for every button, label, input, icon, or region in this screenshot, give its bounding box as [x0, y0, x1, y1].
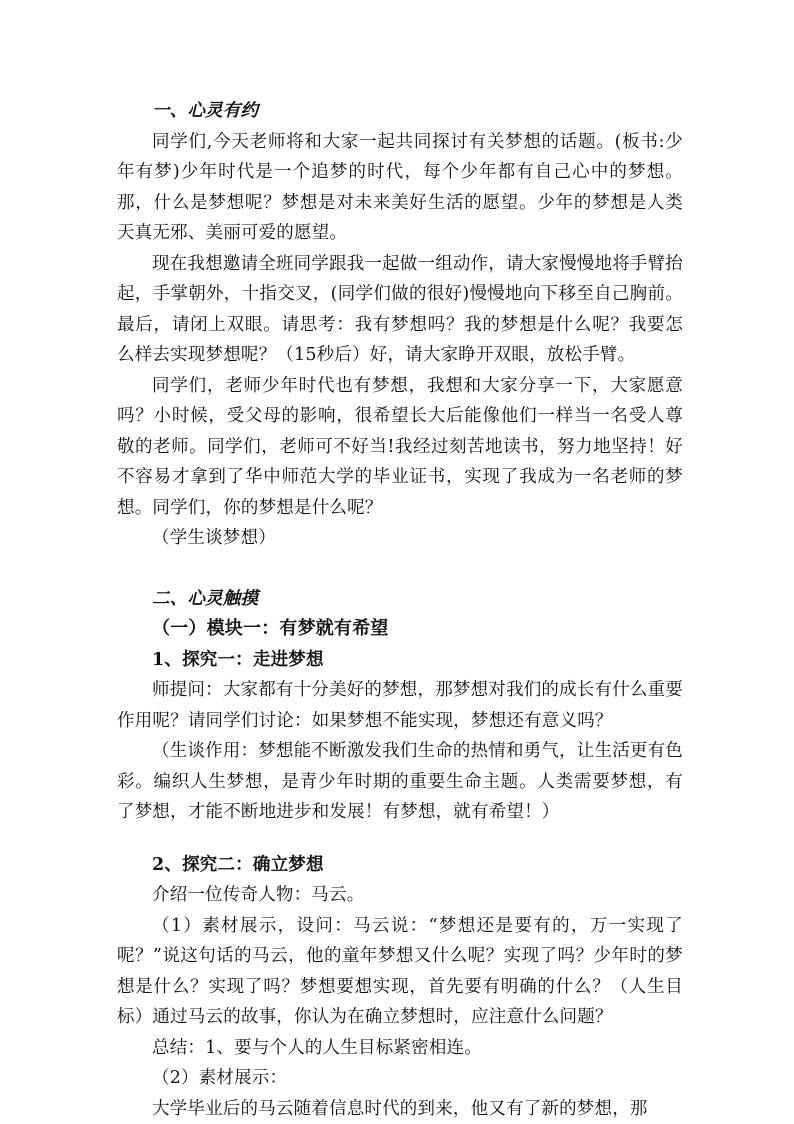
section1-heading: 一、心灵有约 [117, 96, 683, 127]
explore1-title: 1、探究一：走进梦想 [117, 645, 683, 676]
subsection-spacer [117, 828, 683, 850]
module1-heading: （一）模块一：有梦就有希望 [117, 614, 683, 645]
section1-paragraph-1: 同学们,今天老师将和大家一起共同探讨有关梦想的话题。(板书:少年有梦)少年时代是一个追梦的时代，每个少年都有自己心中的梦想。那，什么是梦想呢？梦想是对未来美好生活的愿望。少年的梦想是人类天真无邪、美丽可爱的愿望。 [117, 127, 683, 249]
explore2-paragraph-5: 大学毕业后的马云随着信息时代的到来，他又有了新的梦想，那 [117, 1094, 683, 1124]
explore2-paragraph-1: 介绍一位传奇人物：马云。 [117, 880, 683, 911]
explore2-paragraph-4: （2）素材展示： [117, 1063, 683, 1094]
explore2-title: 2、探究二：确立梦想 [117, 850, 683, 881]
section-spacer [117, 554, 683, 584]
section1-paragraph-2: 现在我想邀请全班同学跟我一起做一组动作，请大家慢慢地将手臂抬起，手掌朝外，十指交叉，(同学们做的很好)慢慢地向下移至自己胸前。最后，请闭上双眼。请思考：我有梦想吗？我的梦想是什么呢？我要怎么样去实现梦想呢？（15秒后）好，请大家睁开双眼，放松手臂。 [117, 249, 683, 371]
section1-paragraph-3: 同学们，老师少年时代也有梦想，我想和大家分享一下，大家愿意吗？小时候，受父母的影响，很希望长大后能像他们一样当一名受人尊敬的老师。同学们，老师可不好当!我经过刻苦地读书，努力地坚持！好不容易才拿到了华中师范大学的毕业证书，实现了我成为一名老师的梦想。同学们，你的梦想是什么呢？ [117, 371, 683, 524]
explore2-paragraph-2: （1）素材展示，设问：马云说：“梦想还是要有的，万一实现了呢？”说这句话的马云，他的童年梦想又什么呢？实现了吗？少年时的梦想是什么？实现了吗？梦想要想实现，首先要有明确的什么？（人生目标）通过马云的故事，你认为在确立梦想时，应注意什么问题？ [117, 911, 683, 1033]
document-body [117, 96, 683, 1124]
explore1-paragraph-1: 师提问：大家都有十分美好的梦想，那梦想对我们的成长有什么重要作用呢？请同学们讨论：如果梦想不能实现，梦想还有意义吗？ [117, 675, 683, 736]
explore1-paragraph-2: （生谈作用：梦想能不断激发我们生命的热情和勇气，让生活更有色彩。编织人生梦想，是青少年时期的重要生命主题。人类需要梦想，有了梦想，才能不断地进步和发展！有梦想，就有希望！） [117, 736, 683, 828]
section2-heading: 二、心灵触摸 [117, 584, 683, 615]
section1-paragraph-4: （学生谈梦想） [117, 523, 683, 554]
explore2-paragraph-3: 总结：1、要与个人的人生目标紧密相连。 [117, 1033, 683, 1064]
